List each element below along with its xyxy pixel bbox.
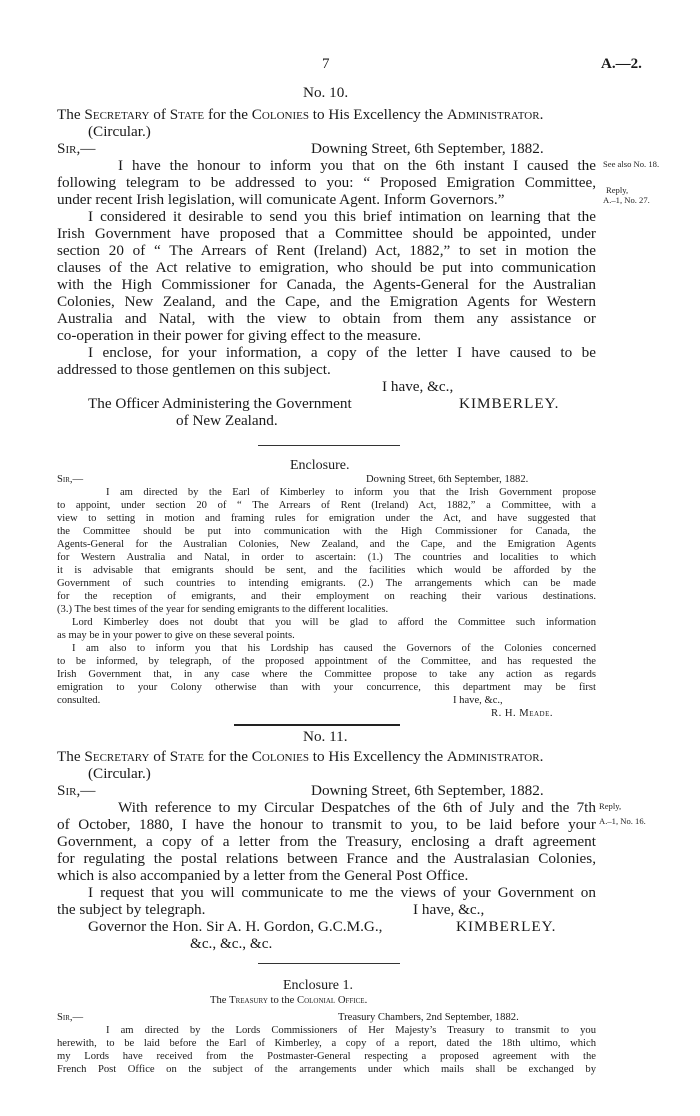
despatch-number: No. 11. — [303, 728, 348, 745]
body-line: under recent Irish legislation, will comunicate Agent. Inform Governors.” — [57, 191, 505, 208]
addressee: The Officer Administering the Government — [88, 395, 352, 412]
place-date: Downing Street, 6th September, 1882. — [311, 140, 544, 157]
body-line: of October, 1880, I have the honour to transmit to you, to be laid before your — [57, 816, 596, 833]
body-line: consulted. — [57, 695, 101, 706]
divider — [234, 724, 400, 726]
despatch-title: The Secretary of State for the Colonies to His Excellency the Administrator. — [57, 106, 544, 123]
body-line: to be informed, by telegraph, of the proposed appointment of the Committee, and has requested the — [57, 656, 596, 667]
body-line: Agents-General for the Australian Colonies, New Zealand, and the Cape, and the Emigration Agents — [57, 539, 596, 550]
closing: I have, &c., — [382, 378, 454, 395]
enclosure-heading: Enclosure. — [290, 458, 350, 473]
body-line: section 20 of “ The Arrears of Rent (Ireland) Act, 1882,” to set in motion the — [57, 242, 596, 259]
body-line: as may be in your power to give on these several points. — [57, 630, 295, 641]
enclosure-heading: Enclosure 1. — [283, 978, 353, 993]
addressee: of New Zealand. — [176, 412, 278, 429]
body-line: emigration to your Colony otherwise than with your concurrence, this department may be first — [57, 682, 596, 693]
signature: KIMBERLEY. — [459, 395, 560, 412]
salutation: Sir,— — [57, 782, 96, 799]
place-date: Treasury Chambers, 2nd September, 1882. — [338, 1012, 519, 1023]
body-line: with the High Commissioner for Canada, the Agents-General for the Australian — [57, 276, 596, 293]
body-line: following telegram to be addressed to you: “ Proposed Emigration Committee, — [57, 174, 596, 191]
body-line: herewith, to be laid before the Earl of Kimberley, a copy of a report, dated the 18th ultimo, which — [57, 1038, 596, 1049]
despatch-number: No. 10. — [303, 84, 349, 101]
body-line: Irish Government that, in any case where the Committee propose to take any action as regards — [57, 669, 596, 680]
body-line: to appoint, under section 20 of “ The Arrears of Rent (Ireland) Act, 1882,” a Committee, with a — [57, 500, 596, 511]
body-line: I considered it desirable to send you this brief intimation on learning that the — [88, 208, 596, 225]
margin-note: A.–1, No. 16. — [599, 816, 646, 826]
body-line: for the reception of emigrants, and their employment on reaching their various destinations. — [57, 591, 596, 602]
body-line: I request that you will communicate to me the views of your Government on — [88, 884, 596, 901]
divider — [258, 963, 400, 964]
body-line: I am also to inform you that his Lordship has caused the Governors of the Colonies concerned — [72, 643, 596, 654]
despatch-title: The Secretary of State for the Colonies to His Excellency the Administrator. — [57, 748, 544, 765]
body-line: I am directed by the Lords Commissioners of Her Majesty’s Treasury to transmit to you — [106, 1025, 596, 1036]
margin-note: Reply, — [599, 801, 622, 811]
body-line: which is also accompanied by a letter from the General Post Office. — [57, 867, 469, 884]
addressee: &c., &c., &c. — [190, 935, 273, 952]
body-line: for Western Australia and Natal, in order to ascertain: (1.) The countries and localities to which — [57, 552, 596, 563]
salutation: Sir,— — [57, 474, 84, 485]
page-number: 7 — [322, 56, 330, 72]
margin-note: A.–1, No. 27. — [603, 195, 650, 205]
body-line: French Post Office on the subject of the arrangements under which mails shall be exchanged by — [57, 1064, 596, 1075]
body-line: the subject by telegraph. — [57, 901, 206, 918]
place-date: Downing Street, 6th September, 1882. — [311, 782, 544, 799]
body-line: Australia and Natal, with the view to obtain from them any assistance or — [57, 310, 596, 327]
body-line: I am directed by the Earl of Kimberley to inform you that the Irish Government propose — [106, 487, 596, 498]
body-line: clauses of the Act relative to emigration, who should be put into communication — [57, 259, 596, 276]
body-line: for regulating the postal relations between France and the Australasian Colonies, — [57, 850, 596, 867]
closing: I have, &c., — [413, 901, 485, 918]
paper-code: A.—2. — [601, 56, 642, 72]
enclosure-subheading: The Treasury to the Colonial Office. — [210, 995, 368, 1006]
signature: KIMBERLEY. — [456, 918, 557, 935]
body-line: Irish Government have proposed that a Committee should be appointed, under — [57, 225, 596, 242]
salutation: Sir,— — [57, 1012, 84, 1023]
body-line: Colonies, New Zealand, and the Cape, and the Emigration Agents for Western — [57, 293, 596, 310]
body-line: Government, a copy of a letter from the Treasury, enclosing a draft agreement — [57, 833, 596, 850]
margin-note: Reply, — [606, 185, 629, 195]
signature: R. H. Meade. — [491, 708, 554, 719]
body-line: I have the honour to inform you that on the 6th instant I caused the — [118, 157, 596, 174]
body-line: Lord Kimberley does not doubt that you will be glad to afford the Committee such information — [72, 617, 596, 628]
addressee: Governor the Hon. Sir A. H. Gordon, G.C.M.G., — [88, 918, 383, 935]
divider — [258, 445, 400, 446]
body-line: co-operation in their power for giving effect to the measure. — [57, 327, 422, 344]
body-line: addressed to those gentlemen on this subject. — [57, 361, 331, 378]
closing: I have, &c., — [453, 695, 503, 706]
circular-label: (Circular.) — [88, 765, 151, 782]
place-date: Downing Street, 6th September, 1882. — [366, 474, 529, 485]
margin-note: See also No. 18. — [603, 159, 660, 169]
body-line: (3.) The best times of the year for sending emigrants to the different localities. — [57, 604, 389, 615]
body-line: my Lords have received from the Postmaster-General respecting a proposed agreement with the — [57, 1051, 596, 1062]
body-line: view to setting in motion and framing rules for emigration under the Act, and have suggested that — [57, 513, 596, 524]
salutation: Sir,— — [57, 140, 96, 157]
body-line: With reference to my Circular Despatches of the 6th of July and the 7th — [118, 799, 596, 816]
body-line: I enclose, for your information, a copy of the letter I have caused to be — [88, 344, 596, 361]
body-line: the Committee should be put into communication with the High Commissioner for Canada, the — [57, 526, 596, 537]
body-line: Government of such countries to intending emigrants. (2.) The arrangements which can be made — [57, 578, 596, 589]
body-line: it is advisable that emigrants should be sent, and the facilities which would be afforded by the — [57, 565, 596, 576]
circular-label: (Circular.) — [88, 123, 151, 140]
